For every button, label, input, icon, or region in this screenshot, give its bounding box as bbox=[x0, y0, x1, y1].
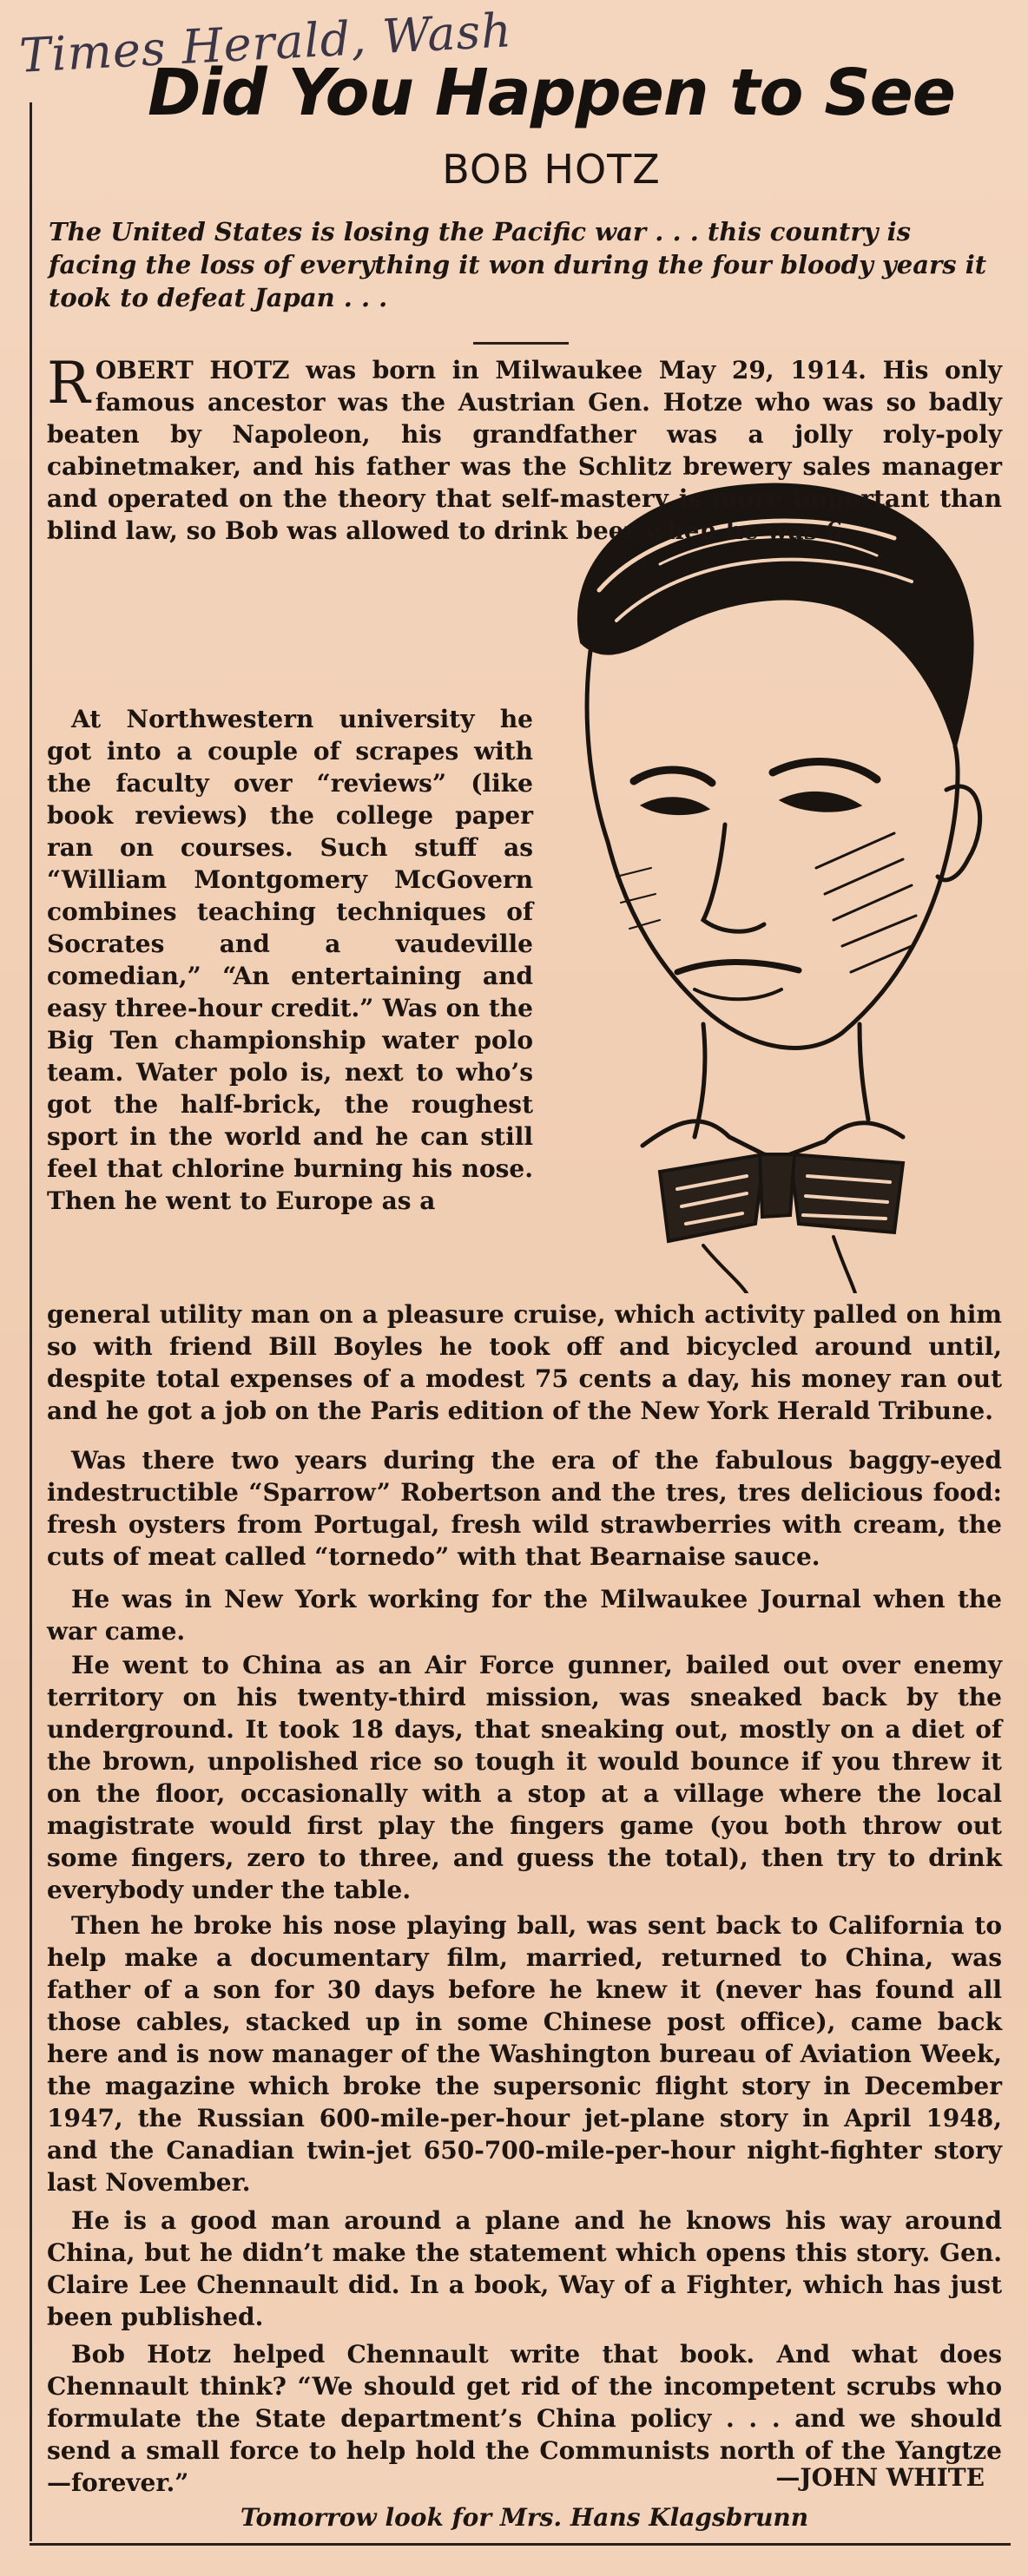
article-paragraph: Bob Hotz helped Chennault write that book. And what does Chennault think? “We should get rid of the incompetent scrubs who formulate the State department’s China policy . . . and we should send a small force to help hold the Communists north of the Yangtze—forever.” bbox=[47, 2340, 1002, 2497]
article-paragraph: He is a good man around a plane and he knows his way around China, but he didn’t make the statement which opens this story. Gen. Claire Lee Chennault did. In a book, Way of a Fighter, which has just been published. bbox=[47, 2206, 1002, 2331]
article-paragraph bbox=[47, 350, 1002, 547]
article-paragraph: He was in New York working for the Milwaukee Journal when the war came. bbox=[47, 1585, 1002, 1646]
column-rule bbox=[30, 102, 32, 2541]
bottom-rule bbox=[30, 2543, 1011, 2546]
article-paragraph: He went to China as an Air Force gunner, bailed out over enemy territory on his twenty-third mission, was sneaked back by the underground. It took 18 days, that sneaking out, mostly on a diet of the brown, unpolished rice so tough it would bounce if you threw it on the floor, occasionally with a stop at a village where the local magistrate would first play the fingers game (you both throw out some fingers, zero to three, and guess the total), then try to drink everybody under the table. bbox=[47, 1651, 1002, 1904]
article-paragraph: general utility man on a pleasure cruise, which activity palled on him so with friend Bill Boyles he took off and bicycled around until, despite total expenses of a modest 75 cents a day, his money ran out and he got a job on the Paris edition of the New York Herald Tribune. bbox=[47, 1300, 1002, 1425]
tomorrow-teaser: Tomorrow look for Mrs. Hans Klagsbrunn bbox=[240, 2503, 809, 2532]
handwritten-note: Times Herald, Wash bbox=[17, 3, 514, 83]
byline: BOB HOTZ bbox=[442, 146, 661, 193]
paragraph-1-text: OBERT HOTZ was born in Milwaukee May 29, 1914. His only famous ancestor was the Austrian Gen. Hotze who was so badly beaten by Napoleon, his grandfather was a jolly roly-poly cabinetmaker, and his father was the Schlitz brewery sales manager and operated on the theory that self-mastery is more important than blind law, so Bob was allowed to drink beer when he was 6. bbox=[47, 356, 1002, 545]
deck-divider bbox=[473, 342, 569, 345]
author-credit: —JOHN WHITE bbox=[775, 2463, 985, 2492]
article-paragraph: At Northwestern university he got into a couple of scrapes with the faculty over “reviews” (like book reviews) the college paper ran on courses. Such stuff as “William Montgomery McGovern combines teaching techniques of Socrates and a vaudeville comedian,” “An entertaining and easy three-hour credit.” Was on the Big Ten championship water polo team. Water polo is, next to who’s got the half-brick, the roughest sport in the world and he can still feel that chlorine burning his nose. Then he went to Europe as a bbox=[47, 705, 533, 1215]
portrait-illustration bbox=[530, 460, 998, 1293]
article-paragraph: Then he broke his nose playing ball, was sent back to California to help make a documentary film, married, returned to China, was father of a son for 30 days before he knew it (never has found all those cables, stacked up in some Chinese post office), came back here and is now manager of the Washington bureau of Aviation Week, the magazine which broke the supersonic flight story in December 1947, the Russian 600-mile-per-hour jet-plane story in April 1948, and the Canadian twin-jet 650-700-mile-per-hour night-fighter story last November. bbox=[47, 1911, 1002, 2197]
article-paragraph: Was there two years during the era of the fabulous baggy-eyed indestructible “Sparrow” Robertson and the tres, tres delicious food: fresh oysters from Portugal, fresh wild strawberries with cream, the cuts of meat called “tornedo” with that Bearnaise sauce. bbox=[47, 1446, 1002, 1571]
deck-text: The United States is losing the Pacific war . . . this country is facing the loss of everything it won during the four bloody years it took to defeat Japan . . . bbox=[49, 217, 987, 312]
headline: Did You Happen to See bbox=[148, 56, 955, 130]
drop-cap: R bbox=[47, 350, 90, 417]
